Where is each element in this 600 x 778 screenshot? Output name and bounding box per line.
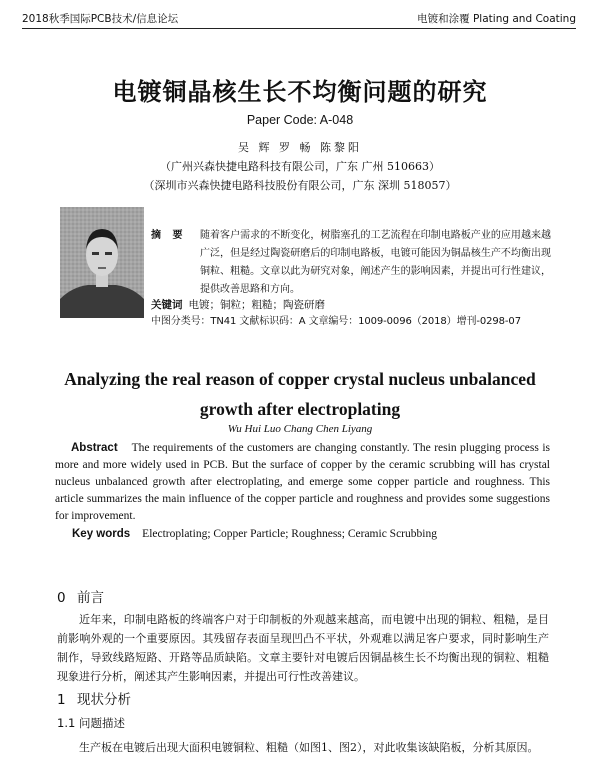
- section-1-1-heading: [57, 715, 125, 731]
- keywords-english: [72, 528, 437, 540]
- paper-code: Paper Code: A-048: [246, 113, 354, 127]
- authors-chinese: 吴 辉 罗 畅 陈黎阳: [238, 141, 362, 154]
- section-0-paragraph: 近年来，印制电路板的终端客户对于印制板的外观越来越高，而电镀中出现的铜粒、粗糙，是目前影响外观的一个重要原因。其残留存表面呈现凹凸不平状，外观难以满足客户要求，同时影响生产制作，导致线路短路、开路等品质缺陷。文章主要针对电镀后因铜晶核生长不均衡出现的铜粒、粗糙现象进行分析，阐述其产生影响因素，并提出可行性改善建议。: [57, 613, 549, 683]
- keywords-en-text: Electroplating; Copper Particle; Roughness; Ceramic Scrubbing: [142, 528, 437, 540]
- authors-english: Wu Hui Luo Chang Chen Liyang: [227, 423, 373, 435]
- abstract-en-text: The requirements of the customers are changing constantly. The resin plugging process is more and more widely used in PCB. But the surface of copper by the ceramic scrubbing will has crystal nucleus unbalanced growth after electroplating, and emerge some copper particle and roughness. This article summarizes the main influence of the copper particle and roughness and provides some suggestions for improvement.: [55, 442, 550, 522]
- abstract-chinese: [151, 227, 551, 299]
- section-1-1-number: 1.1: [57, 716, 76, 730]
- section-1-number: 1: [57, 692, 66, 708]
- section-1-1-paragraph: 生产板在电镀后出现大面积电镀铜粒、粗糙（如图1、图2），对此收集该缺陷板，分析其原因。: [79, 741, 539, 754]
- keywords-cn-text: 电镀；铜粒；粗糙；陶瓷研磨: [188, 299, 325, 311]
- section-1-1-title: 问题描述: [79, 716, 125, 730]
- header-left: 2018秋季国际PCB技术/信息论坛: [22, 13, 179, 25]
- abstract-cn-label: 摘 要: [151, 230, 187, 241]
- affiliation-1: （广州兴森快捷电路科技有限公司，广东 广州 510663）: [160, 160, 440, 173]
- section-1-heading: [57, 688, 131, 708]
- abstract-english: [55, 440, 550, 525]
- running-header: [22, 9, 576, 29]
- section-0-number: 0: [57, 590, 66, 606]
- title-english: Analyzing the real reason of copper crystal nucleus unbalanced growth after electroplating: [64, 369, 536, 419]
- keywords-chinese: [151, 297, 325, 312]
- section-1-title: 现状分析: [77, 692, 131, 708]
- keywords-en-label: Key words: [72, 528, 131, 540]
- header-right: 电镀和涂覆 Plating and Coating: [417, 13, 576, 25]
- title-chinese: 电镀铜晶核生长不均衡问题的研究: [112, 78, 488, 106]
- section-0-heading: [57, 586, 104, 606]
- author-portrait-image: [60, 207, 144, 318]
- classification-line: 中图分类号：TN41 文献标识码：A 文章编号：1009-0096（2018）增刊-0298-07: [151, 316, 521, 327]
- abstract-cn-text: 随着客户需求的不断变化，树脂塞孔的工艺流程在印制电路板产业的应用越来越广泛，但是经过陶瓷研磨后的印制电路板，电镀可能因为铜晶核生产不均衡出现铜粒、粗糙。文章以此为研究对象，阐述产生的影响因素，并提出可行性建议，提供改善思路和方向。: [200, 230, 551, 295]
- abstract-en-label: Abstract: [71, 442, 118, 454]
- affiliation-2: （深圳市兴森快捷电路科技股份有限公司，广东 深圳 518057）: [143, 179, 457, 192]
- author-photo: [60, 207, 144, 318]
- keywords-cn-label: 关键词: [151, 299, 183, 311]
- section-0-title: 前言: [77, 590, 104, 606]
